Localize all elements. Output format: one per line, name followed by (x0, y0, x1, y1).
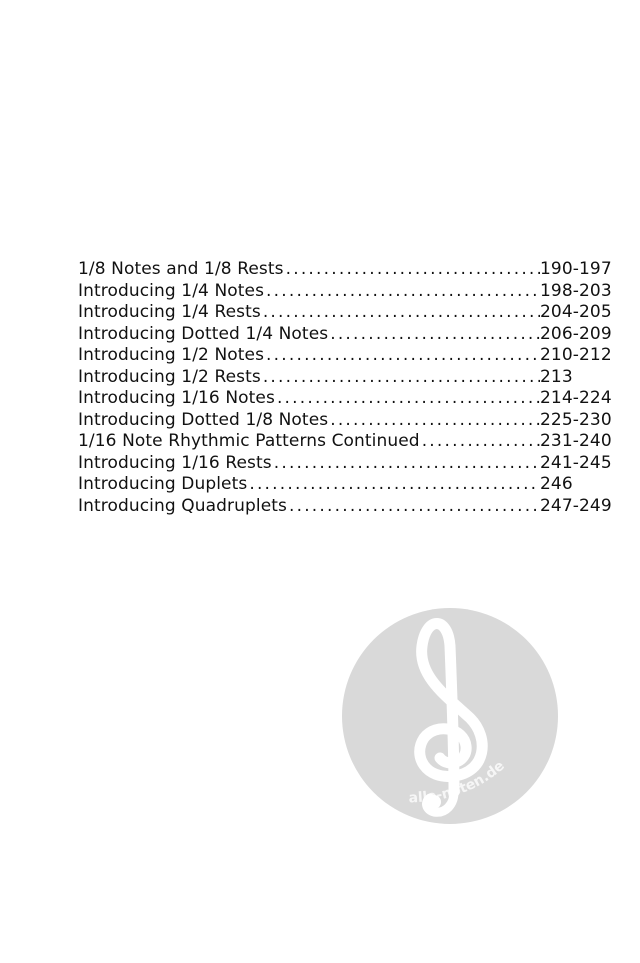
toc-entry (78, 388, 618, 410)
toc-dot-leader (289, 496, 540, 518)
toc-dot-leader (266, 345, 540, 367)
toc-entry-title: 1/16 Note Rhythmic Patterns Continued (78, 431, 420, 451)
toc-entry (78, 324, 618, 346)
toc-entry-title: Introducing Dotted 1/8 Notes (78, 409, 329, 430)
toc-entry-pages: 213 (540, 366, 573, 387)
toc-entry (78, 281, 618, 303)
toc-entry (78, 431, 618, 453)
toc-entry (78, 410, 618, 432)
toc-entry-pages: 214-224 (540, 388, 612, 408)
toc-entry-title: Introducing Quadruplets (78, 495, 287, 516)
toc-entry-title: 1/8 Notes and 1/8 Rests (78, 259, 284, 279)
toc-dot-leader (330, 410, 540, 432)
toc-entry (78, 302, 618, 324)
toc-dot-leader (263, 367, 540, 389)
toc-dot-leader (277, 388, 540, 410)
toc-dot-leader (274, 453, 540, 475)
toc-entry-pages: 190-197 (540, 259, 612, 279)
toc-entry (78, 474, 618, 496)
toc-entry-title: Introducing 1/4 Rests (78, 302, 261, 322)
toc-dot-leader (263, 302, 540, 324)
toc-entry-pages: 204-205 (540, 302, 612, 322)
toc-entry-pages: 231-240 (540, 431, 612, 451)
toc-entry-pages: 198-203 (540, 280, 612, 301)
toc-dot-leader (286, 259, 540, 281)
toc-entry-pages: 241-245 (540, 452, 612, 473)
toc-entry-pages: 247-249 (540, 495, 612, 516)
toc-entry (78, 496, 618, 518)
watermark-logo (342, 606, 558, 826)
toc-entry-title: Introducing 1/16 Rests (78, 452, 272, 473)
toc-entry (78, 367, 618, 389)
toc-entry-pages: 225-230 (540, 409, 612, 430)
toc-dot-leader (249, 474, 540, 496)
toc-entry-title: Introducing 1/4 Notes (78, 280, 265, 301)
toc-dot-leader (330, 324, 540, 346)
watermark-text: alle-noten.de (408, 757, 508, 807)
toc-entry-title: Introducing Duplets (78, 474, 248, 494)
toc-entry-pages: 210-212 (540, 345, 612, 365)
toc-dot-leader (422, 431, 540, 453)
toc-entry-pages: 206-209 (540, 323, 612, 344)
toc-entry-title: Introducing 1/2 Notes (78, 345, 265, 365)
toc-entry-pages: 246 (540, 474, 573, 494)
toc-entry (78, 345, 618, 367)
toc-entry-title: Introducing 1/16 Notes (78, 388, 275, 408)
toc-entry-title: Introducing 1/2 Rests (78, 366, 261, 387)
toc-entry (78, 259, 618, 281)
toc-entry (78, 453, 618, 475)
toc-entry-title: Introducing Dotted 1/4 Notes (78, 323, 329, 344)
treble-clef-icon (342, 606, 558, 826)
table-of-contents (78, 259, 618, 517)
toc-dot-leader (266, 281, 540, 303)
